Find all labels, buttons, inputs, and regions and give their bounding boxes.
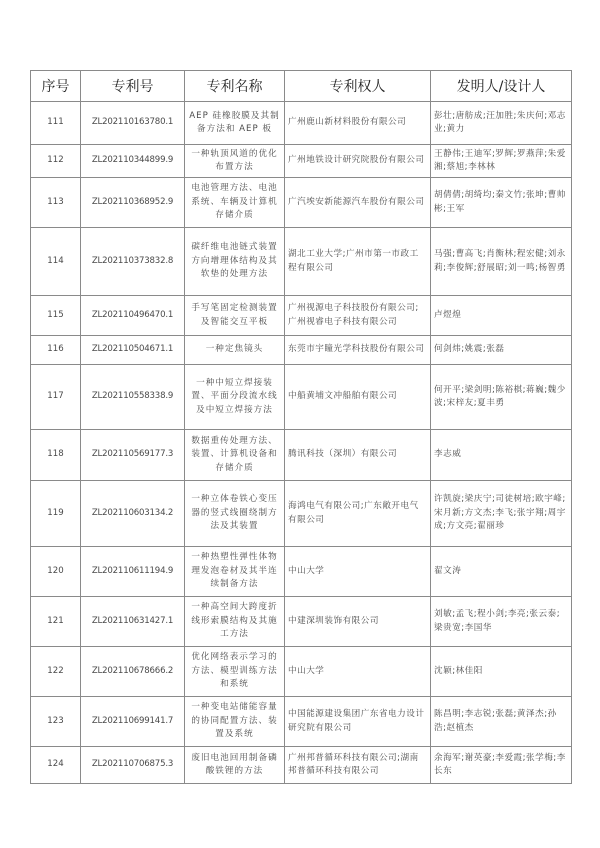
cell-patent-number: ZL202110569177.3 [81, 430, 185, 481]
cell-patent-number: ZL202110373832.8 [81, 228, 185, 296]
table-row [31, 430, 572, 481]
cell-index: 121 [31, 597, 81, 647]
cell-patent-name: 碳纤维电池链式装置方向增理体结构及其软垫的处理方法 [185, 228, 285, 296]
cell-index: 122 [31, 647, 81, 697]
cell-inventors: 彭壮;唐舫成;汪加胜;朱庆何;邓志业;黄力 [431, 102, 572, 145]
cell-patent-holder: 东莞市宇瞳光学科技股份有限公司 [285, 336, 431, 365]
table-row [31, 697, 572, 747]
cell-inventors: 胡倩倩;胡绮均;秦文竹;张坤;曹帅彬;王军 [431, 178, 572, 228]
cell-patent-holder: 广州视源电子科技股份有限公司;广州视睿电子科技有限公司 [285, 296, 431, 336]
cell-index: 118 [31, 430, 81, 481]
cell-patent-name: 数据重传处理方法、装置、计算机设备和存储介质 [185, 430, 285, 481]
cell-patent-holder: 广汽埃安新能源汽车股份有限公司 [285, 178, 431, 228]
cell-patent-name: 废旧电池回用制备磷酸铁锂的方法 [185, 747, 285, 784]
cell-patent-name: 手写笔固定检测装置及智能交互平板 [185, 296, 285, 336]
cell-inventors: 刘敏;孟飞;程小剑;李亮;张云泰;梁贵宽;李国华 [431, 597, 572, 647]
patent-table [30, 70, 572, 784]
table-row [31, 336, 572, 365]
table-row [31, 296, 572, 336]
cell-index: 116 [31, 336, 81, 365]
cell-index: 114 [31, 228, 81, 296]
cell-patent-number: ZL202110699141.7 [81, 697, 185, 747]
cell-index: 123 [31, 697, 81, 747]
cell-inventors: 李志威 [431, 430, 572, 481]
cell-index: 124 [31, 747, 81, 784]
cell-patent-number: ZL202110603134.2 [81, 481, 185, 547]
table-row [31, 178, 572, 228]
cell-inventors: 马强;曹高飞;肖衡林;程宏健;刘永莉;李俊辉;舒展昭;刘一鸣;杨智勇 [431, 228, 572, 296]
cell-patent-number: ZL202110368952.9 [81, 178, 185, 228]
cell-index: 120 [31, 547, 81, 597]
cell-patent-number: ZL202110496470.1 [81, 296, 185, 336]
table-row [31, 747, 572, 784]
cell-patent-holder: 广州鹿山新材料股份有限公司 [285, 102, 431, 145]
cell-patent-holder: 中山大学 [285, 647, 431, 697]
table-row [31, 647, 572, 697]
cell-patent-name: AEP 硅橡胶膜及其制备方法和 AEP 板 [185, 102, 285, 145]
cell-inventors: 陈昌明;李志锐;张磊;黄泽杰;孙浩;赵植杰 [431, 697, 572, 747]
cell-inventors: 何剑炜;姚震;张磊 [431, 336, 572, 365]
cell-patent-name: 一种轨顶风道的优化布置方法 [185, 145, 285, 178]
cell-inventors: 沈颖;林佳阳 [431, 647, 572, 697]
cell-index: 117 [31, 365, 81, 430]
cell-index: 112 [31, 145, 81, 178]
cell-patent-name: 一种立体卷铁心变压器的竖式线圈绕制方法及其装置 [185, 481, 285, 547]
header-row [31, 71, 572, 102]
table-row [31, 481, 572, 547]
cell-patent-name: 一种高空间大跨度折线形索膜结构及其施工方法 [185, 597, 285, 647]
header-patent-holder: 专利权人 [285, 71, 431, 102]
cell-patent-holder: 广州地铁设计研究院股份有限公司 [285, 145, 431, 178]
cell-patent-name: 一种定焦镜头 [185, 336, 285, 365]
cell-patent-holder: 中建深圳装饰有限公司 [285, 597, 431, 647]
cell-patent-holder: 中国能源建设集团广东省电力设计研究院有限公司 [285, 697, 431, 747]
cell-patent-name: 电池管理方法、电池系统、车辆及计算机存储介质 [185, 178, 285, 228]
cell-patent-holder: 中船黄埔文冲船舶有限公司 [285, 365, 431, 430]
cell-index: 119 [31, 481, 81, 547]
cell-patent-name: 一种热塑性弹性体物理发泡卷材及其半连续制备方法 [185, 547, 285, 597]
table-row [31, 145, 572, 178]
cell-inventors: 许凯旋;梁庆宁;司徒树培;欧宇峰;宋月新;方文杰;李飞;张宇翔;周宇成;方文亮;翟丽珍 [431, 481, 572, 547]
cell-inventors: 余海军;谢英豪;李爱霞;张学梅;李长东 [431, 747, 572, 784]
table-row [31, 597, 572, 647]
cell-inventors: 何开平;梁剑明;陈裕棋;蒋巍;魏少波;宋梓友;夏丰勇 [431, 365, 572, 430]
cell-patent-number: ZL202110504671.1 [81, 336, 185, 365]
table-header [31, 71, 572, 102]
cell-patent-name: 一种中短立焊接装置、平面分段流水线及中短立焊接方法 [185, 365, 285, 430]
cell-patent-number: ZL202110611194.9 [81, 547, 185, 597]
table-row [31, 228, 572, 296]
header-index: 序号 [31, 71, 81, 102]
table-row [31, 547, 572, 597]
cell-inventors: 翟文涛 [431, 547, 572, 597]
cell-inventors: 卢煜煌 [431, 296, 572, 336]
header-patent-number: 专利号 [81, 71, 185, 102]
table-body [31, 102, 572, 784]
cell-patent-name: 优化网络表示学习的方法、模型训练方法和系统 [185, 647, 285, 697]
cell-patent-number: ZL202110344899.9 [81, 145, 185, 178]
cell-inventors: 王静伟;王迪军;罗辉;罗燕萍;朱爱湘;蔡旭;李林林 [431, 145, 572, 178]
cell-patent-number: ZL202110163780.1 [81, 102, 185, 145]
cell-patent-number: ZL202110706875.3 [81, 747, 185, 784]
cell-patent-holder: 海鸿电气有限公司;广东敞开电气有限公司 [285, 481, 431, 547]
header-patent-name: 专利名称 [185, 71, 285, 102]
cell-index: 115 [31, 296, 81, 336]
table-row [31, 365, 572, 430]
table-row [31, 102, 572, 145]
cell-patent-holder: 湖北工业大学;广州市第一市政工程有限公司 [285, 228, 431, 296]
cell-index: 113 [31, 178, 81, 228]
cell-patent-name: 一种变电站储能容量的协同配置方法、装置及系统 [185, 697, 285, 747]
cell-patent-number: ZL202110678666.2 [81, 647, 185, 697]
header-inventors: 发明人/设计人 [431, 71, 572, 102]
cell-patent-holder: 中山大学 [285, 547, 431, 597]
cell-patent-holder: 广州邦普循环科技有限公司;湖南邦普循环科技有限公司 [285, 747, 431, 784]
cell-patent-number: ZL202110558338.9 [81, 365, 185, 430]
cell-index: 111 [31, 102, 81, 145]
cell-patent-holder: 腾讯科技（深圳）有限公司 [285, 430, 431, 481]
cell-patent-number: ZL202110631427.1 [81, 597, 185, 647]
